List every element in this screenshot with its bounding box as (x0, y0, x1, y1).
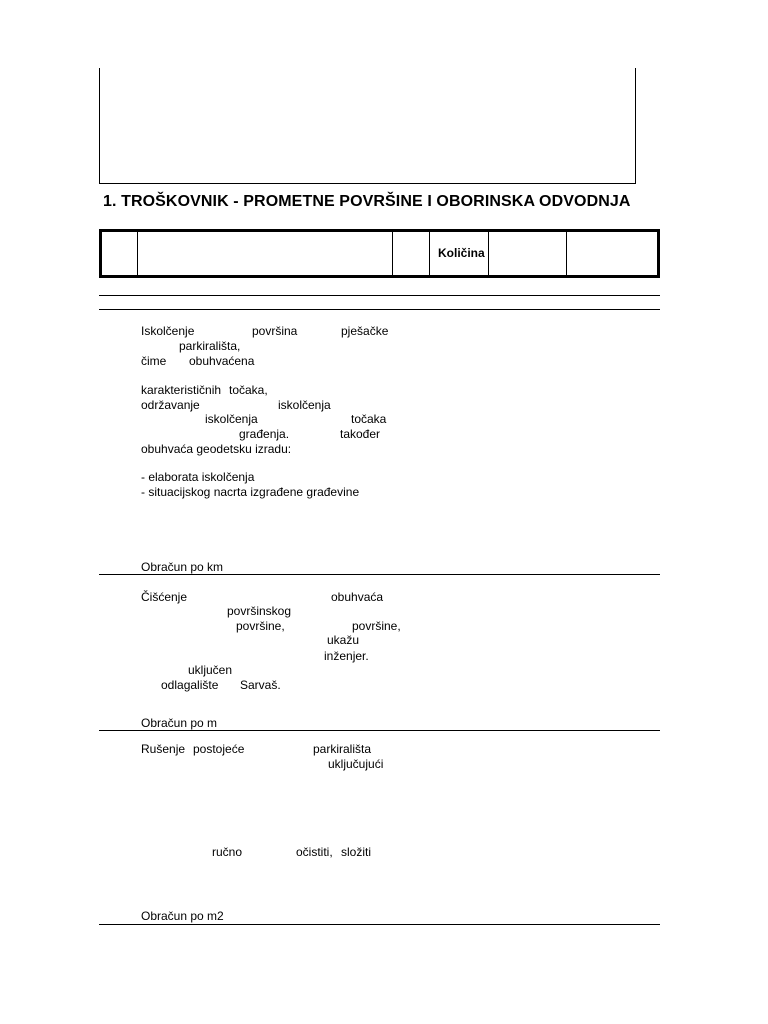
word: površina (252, 324, 298, 338)
word: Sarvaš. (240, 678, 281, 692)
divider-line (99, 924, 660, 925)
word: obuhvaćena (189, 354, 255, 368)
word: površine, (352, 619, 401, 633)
kolicina-header: Količina (438, 246, 485, 260)
column-divider (429, 232, 430, 275)
column-divider (137, 232, 138, 275)
word: uključujući (328, 757, 384, 771)
word: parkirališta, (179, 339, 241, 353)
word: Rušenje (141, 742, 186, 756)
word: parkirališta (313, 742, 372, 756)
word: odlagalište (161, 678, 219, 692)
table-header (99, 229, 660, 278)
obracun-label: Obračun po m (141, 716, 218, 730)
word: točaka, (229, 383, 268, 397)
word: iskolčenja (205, 412, 258, 426)
divider-line (99, 574, 660, 575)
word: uključen (188, 663, 233, 677)
word: očistiti, (296, 845, 333, 859)
word: čime (141, 354, 167, 368)
document-title: 1. TROŠKOVNIK - PROMETNE POVRŠINE I OBORINSKA ODVODNJA (103, 193, 631, 210)
divider-line (99, 309, 660, 310)
obracun-label: Obračun po m2 (141, 909, 224, 923)
word: inženjer. (324, 649, 369, 663)
word: površine, (236, 619, 285, 633)
column-divider (488, 232, 489, 275)
word: ukažu (327, 633, 360, 647)
text-line: obuhvaća geodetsku izradu: (141, 442, 292, 456)
divider-line (99, 730, 660, 731)
word: također (340, 427, 381, 441)
word: površinskog (227, 604, 292, 618)
word: ručno (212, 845, 243, 859)
word: održavanje (141, 398, 200, 412)
word: postojeće (193, 742, 245, 756)
word: Iskolčenje (141, 324, 195, 338)
word: građenja. (239, 427, 290, 441)
word: točaka (351, 412, 387, 426)
word: pješačke (341, 324, 389, 338)
column-divider (392, 232, 393, 275)
column-divider (566, 232, 567, 275)
word: Čišćenje (141, 590, 188, 604)
bullet-item: - elaborata iskolčenja (141, 470, 255, 484)
bullet-item: - situacijskog nacrta izgrađene građevine (141, 485, 360, 499)
word: iskolčenja (278, 398, 331, 412)
word: karakterističnih (141, 383, 222, 397)
obracun-label: Obračun po km (141, 560, 224, 574)
word: obuhvaća (331, 590, 384, 604)
top-frame (99, 68, 636, 184)
divider-line (99, 295, 660, 296)
word: složiti (341, 845, 372, 859)
